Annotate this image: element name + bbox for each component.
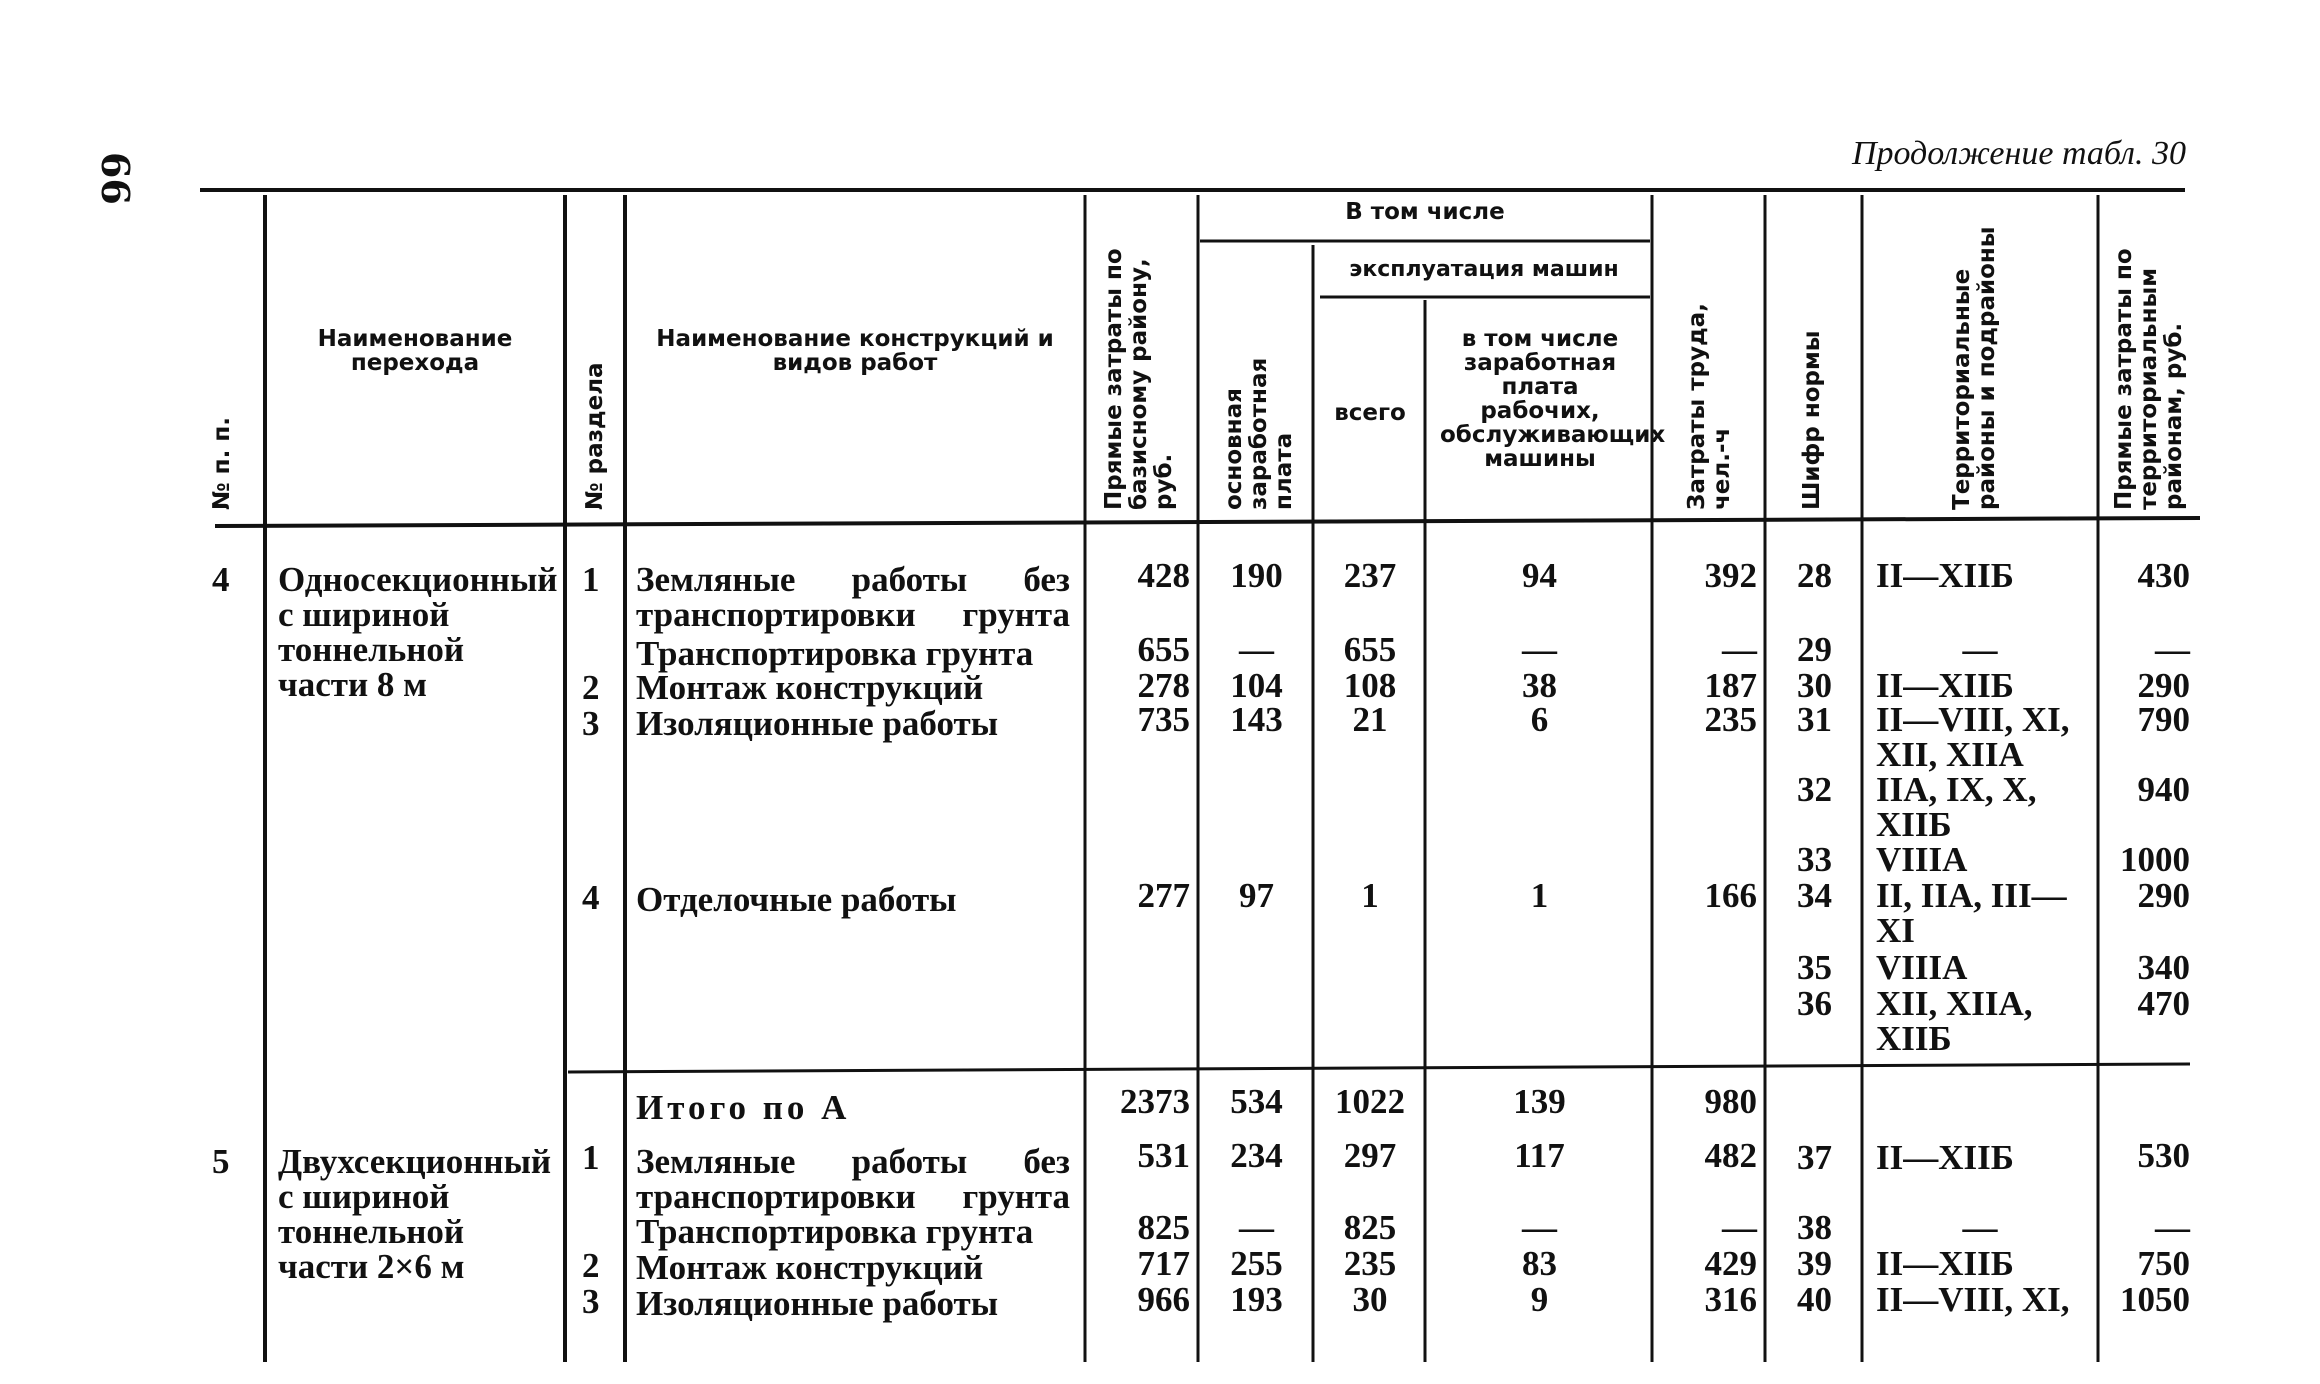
subtotal-labor: 980: [1704, 1082, 1757, 1121]
subtotal-direct: 2373: [1120, 1082, 1190, 1121]
g5-r2-direct: 825: [1137, 1208, 1190, 1247]
group-5-num: 5: [212, 1142, 230, 1181]
header-base-wage: основная заработная плата: [1221, 357, 1297, 510]
g4-r4-code-33: 33: [1797, 840, 1832, 879]
g4-r1-labor: 392: [1704, 556, 1757, 595]
g4-r3-region: II—XIIБ: [1876, 666, 2014, 705]
g5-r2-labor: —: [1722, 1208, 1757, 1247]
header-direct-base: Прямые затраты по базисному району, руб.: [1101, 248, 1177, 510]
header-section: № раздела: [582, 362, 608, 510]
subtotal-total: 1022: [1335, 1082, 1405, 1121]
g4-r1-work: Земляные работы без транспортировки грунта: [636, 560, 1070, 634]
g5-r2-cost: —: [2155, 1208, 2190, 1247]
g5-r1-section: 1: [582, 1138, 600, 1177]
g5-r3-work: Монтаж конструкций: [636, 1248, 984, 1287]
g5-r1-direct: 531: [1137, 1136, 1190, 1175]
g5-r4-section: 3: [582, 1282, 600, 1321]
subtotal-label: Итого по А: [636, 1088, 851, 1127]
g4-r2-labor: —: [1722, 630, 1757, 669]
g4-r1-wage: 190: [1230, 556, 1283, 595]
g5-r3-region: II—XIIБ: [1876, 1244, 2014, 1283]
subtotal-rule: [568, 1064, 2190, 1072]
g4-r1-section: 1: [582, 560, 600, 599]
g4-r3-total: 108: [1343, 666, 1397, 705]
subtotal-incl: 139: [1513, 1082, 1566, 1121]
g4-r2-work: Транспортировка грунта: [636, 634, 1034, 673]
g4-r3-work: Монтаж конструкций: [636, 668, 984, 707]
g4-r5-labor: 166: [1704, 876, 1757, 915]
g5-r1-labor: 482: [1704, 1136, 1757, 1175]
g5-r4-code: 40: [1797, 1280, 1832, 1319]
g5-r2-region: —: [1962, 1208, 1998, 1247]
g4-r2-incl: —: [1522, 630, 1557, 669]
header-direct-terr: Прямые затраты по территориальным районам, руб.: [2111, 248, 2187, 510]
g4-r5-work: Отделочные работы: [636, 880, 957, 919]
header-works-name: Наименование конструкций и видов работ: [656, 326, 1054, 376]
g5-r4-direct: 966: [1137, 1280, 1190, 1319]
g5-r1-incl: 117: [1514, 1136, 1565, 1175]
g5-r1-work: Земляные работы без транспортировки грунта: [636, 1142, 1070, 1216]
g5-r2-total: 825: [1343, 1208, 1397, 1247]
g5-r3-incl: 83: [1522, 1244, 1557, 1283]
g5-r4-cost: 1050: [2120, 1280, 2190, 1319]
g5-r1-total: 297: [1343, 1136, 1397, 1175]
g4-r5-region-35: VIIIА: [1876, 948, 1968, 987]
header-territories: Территориальные районы и подрайоны: [1949, 226, 2000, 510]
g5-r4-region: II—VIII, XI,: [1876, 1280, 2070, 1319]
group-5-name: Двухсекционный с шириной тоннельной части 2×6 м: [278, 1142, 552, 1286]
g4-r4-code-31: 31: [1797, 700, 1832, 739]
header-crossing-name: Наименование перехода: [317, 326, 513, 376]
g5-r4-total: 30: [1352, 1280, 1388, 1319]
g5-r1-code: 37: [1797, 1138, 1832, 1177]
g4-r4-cost-31: 790: [2137, 700, 2190, 739]
g5-r3-total: 235: [1343, 1244, 1397, 1283]
g4-r4-work: Изоляционные работы: [636, 704, 999, 743]
g4-r5-incl: 1: [1530, 876, 1549, 915]
table-caption: Продолжение табл. 30: [1851, 135, 2186, 172]
g5-r3-direct: 717: [1137, 1244, 1190, 1283]
g4-r2-wage: —: [1239, 630, 1274, 669]
g5-r3-labor: 429: [1704, 1244, 1757, 1283]
g4-r4-total: 21: [1352, 700, 1388, 739]
page-number: 66: [93, 152, 138, 205]
g4-r3-incl: 38: [1522, 666, 1557, 705]
g4-r3-direct: 278: [1137, 666, 1190, 705]
header-labor: Затраты труда, чел.-ч: [1684, 303, 1735, 510]
g4-r2-region: —: [1962, 630, 1998, 669]
g5-r4-work: Изоляционные работы: [636, 1284, 999, 1323]
g4-r2-code: 29: [1797, 630, 1832, 669]
g4-r1-region: II—XIIБ: [1876, 556, 2014, 595]
group-4-name: Односекционный с шириной тоннельной части 8 м: [278, 560, 558, 704]
g5-r4-wage: 193: [1230, 1280, 1283, 1319]
g5-r2-incl: —: [1522, 1208, 1557, 1247]
header-machine-operation: эксплуатация машин: [1349, 257, 1619, 282]
g4-r5-cost-36: 470: [2137, 984, 2190, 1023]
g4-r5-total: 1: [1361, 876, 1379, 915]
g4-r5-direct: 277: [1137, 876, 1190, 915]
g4-r5-code-34: 34: [1797, 876, 1832, 915]
g4-r3-cost: 290: [2137, 666, 2190, 705]
g5-r1-wage: 234: [1230, 1136, 1283, 1175]
g4-r4-incl: 6: [1530, 700, 1549, 739]
g4-r1-code: 28: [1797, 556, 1832, 595]
g4-r5-region-36: XII, XIIА, XIIБ: [1876, 984, 2033, 1058]
g4-r4-cost-32: 940: [2137, 770, 2190, 809]
header-incl-wage: в том числе заработная плата рабочих, обслуживающих машины: [1440, 326, 1666, 472]
group-4-num: 4: [212, 560, 230, 599]
g4-r2-cost: —: [2155, 630, 2190, 669]
g5-r1-region: II—XIIБ: [1876, 1138, 2014, 1177]
header-including: В том числе: [1345, 199, 1505, 225]
subtotal-wage: 534: [1230, 1082, 1283, 1121]
g4-r4-code-32: 32: [1797, 770, 1832, 809]
g5-r2-wage: —: [1239, 1208, 1274, 1247]
g5-r4-incl: 9: [1530, 1280, 1549, 1319]
g5-r2-code: 38: [1797, 1208, 1832, 1247]
header-bottom-rule: [215, 518, 2200, 526]
header-num: № п. п.: [209, 417, 235, 510]
g4-r5-region-34: II, IIА, III—XI: [1876, 876, 2067, 950]
g5-r3-cost: 750: [2137, 1244, 2190, 1283]
g5-r4-labor: 316: [1704, 1280, 1757, 1319]
g4-r5-code-36: 36: [1797, 984, 1832, 1023]
g4-r1-incl: 94: [1522, 556, 1557, 595]
g4-r5-code-35: 35: [1797, 948, 1832, 987]
g4-r4-cost-33: 1000: [2120, 840, 2190, 879]
g4-r3-labor: 187: [1704, 666, 1757, 705]
g4-r5-cost-35: 340: [2137, 948, 2190, 987]
g4-r1-total: 237: [1343, 556, 1397, 595]
g4-r5-cost-34: 290: [2137, 876, 2190, 915]
g5-r3-wage: 255: [1230, 1244, 1283, 1283]
g4-r3-section: 2: [582, 668, 600, 707]
g4-r5-section: 4: [582, 878, 600, 917]
g5-r2-work: Транспортировка грунта: [636, 1212, 1034, 1251]
g4-r4-region-33: VIIIА: [1876, 840, 1968, 879]
g5-r3-code: 39: [1797, 1244, 1832, 1283]
g5-r3-section: 2: [582, 1246, 600, 1285]
g4-r1-direct: 428: [1137, 556, 1190, 595]
g4-r4-labor: 235: [1704, 700, 1757, 739]
header-total: всего: [1334, 400, 1406, 426]
g4-r2-direct: 655: [1137, 630, 1190, 669]
g4-r5-wage: 97: [1239, 876, 1274, 915]
g4-r4-region-31: II—VIII, XI, XII, XIIА: [1876, 700, 2070, 774]
g4-r2-total: 655: [1343, 630, 1397, 669]
g4-r3-code: 30: [1797, 666, 1832, 705]
g4-r4-region-32: IIА, IX, X, XIIБ: [1876, 770, 2037, 844]
g5-r1-cost: 530: [2137, 1136, 2190, 1175]
g4-r4-wage: 143: [1230, 700, 1283, 739]
g4-r1-cost: 430: [2137, 556, 2190, 595]
g4-r4-section: 3: [582, 704, 600, 743]
g4-r3-wage: 104: [1230, 666, 1283, 705]
g4-r4-direct: 735: [1137, 700, 1190, 739]
header-norm-code: Шифр нормы: [1799, 330, 1825, 510]
